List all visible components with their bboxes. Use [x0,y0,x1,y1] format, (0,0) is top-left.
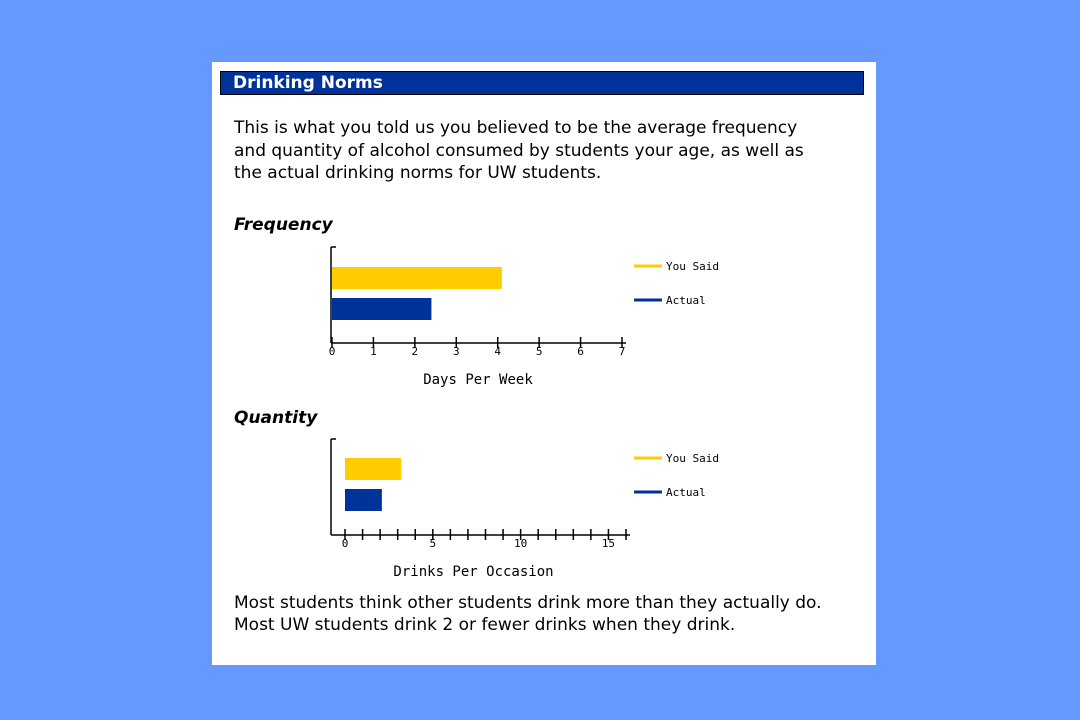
frequency-chart [212,242,876,392]
frequency-tick-label: 4 [494,345,502,358]
frequency-bar-you-said [332,267,502,289]
quantity-tick-label: 0 [341,537,349,550]
frequency-tick-label: 0 [328,345,336,358]
section-header [220,71,864,95]
frequency-legend-label: You Said [666,260,719,273]
quantity-x-axis-label: Drinks Per Occasion [393,564,554,580]
quantity-legend-label: You Said [666,452,719,465]
quantity-chart [212,434,876,584]
quantity-heading: Quantity [234,408,318,428]
quantity-bar-you-said [345,458,401,480]
content-panel [212,62,876,665]
frequency-x-axis-label: Days Per Week [423,372,533,388]
intro-paragraph: This is what you told us you believed to be the average frequency and quantity of alcohol consumed by students your age, as well as the actual drinking norms for UW students. [234,118,804,183]
quantity-bar-actual [345,489,382,511]
quantity-tick-label: 15 [601,537,616,550]
frequency-tick-label: 3 [452,345,460,358]
page-title: Drinking Norms [233,73,383,93]
frequency-heading: Frequency [234,215,333,235]
frequency-bar-actual [332,298,431,320]
frequency-tick-label: 2 [411,345,419,358]
quantity-tick-label: 5 [429,537,437,550]
quantity-tick-label: 10 [514,537,528,550]
frequency-tick-label: 5 [535,345,543,358]
frequency-legend-label: Actual [666,294,706,307]
frequency-tick-label: 7 [618,345,626,358]
frequency-tick-label: 6 [577,345,584,358]
summary-paragraph: Most students think other students drink more than they actually do. Most UW students drink 2 or fewer drinks when they drink. [234,593,822,635]
frequency-tick-label: 1 [370,345,377,358]
quantity-legend-label: Actual [666,486,706,499]
